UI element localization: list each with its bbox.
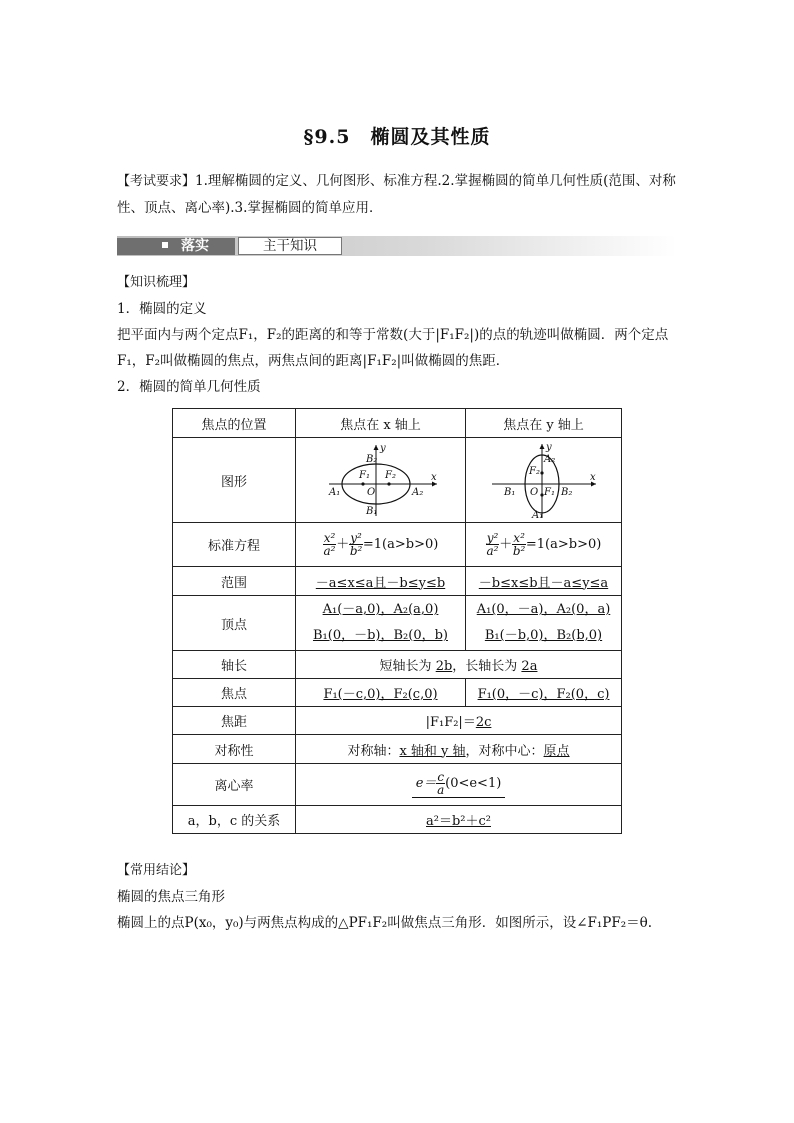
banner-dark-block <box>117 238 235 255</box>
definition-line-2: F₁，F₂叫做椭圆的焦点，两焦点间的距离|F₁F₂|叫做椭圆的焦距． <box>117 353 510 369</box>
row-label: 离心率 <box>173 764 296 806</box>
figure-y-axis <box>466 438 622 523</box>
point-label: A₂ <box>543 454 555 465</box>
row-label: 轴长 <box>173 651 296 679</box>
axis-lengths <box>296 651 622 679</box>
row-label: 焦距 <box>173 707 296 735</box>
foci-x: F₁(－c,0)，F₂(c,0) <box>296 679 466 707</box>
exam-requirements <box>117 168 679 221</box>
numerator: c <box>437 770 445 784</box>
point-label: B₁ <box>365 506 377 517</box>
table-row <box>173 523 622 567</box>
point-label: F₂ <box>528 466 540 477</box>
std-equation-y: $\frac{\text{y²}}{\text{a²}}$ ＋ $\frac{\text{x²}}{\text{b²}}$ =1(a>b>0) <box>466 523 622 567</box>
definition-title: 1．椭圆的定义 <box>117 301 207 317</box>
fraction <box>349 532 363 557</box>
fraction <box>512 532 526 557</box>
fraction <box>323 532 337 557</box>
std-equation-x: $\frac{\text{x²}}{\text{a²}}$ ＋ $\frac{\text{y²}}{\text{b²}}$ =1(a>b>0) <box>296 523 466 567</box>
point-label: B₂ <box>560 487 572 498</box>
vertex-line: A₁(0，－a)，A₂(0，a) <box>476 602 611 617</box>
eccentricity-formula <box>412 771 506 798</box>
numerator: y² <box>350 531 362 545</box>
header-cell: 焦点的位置 <box>173 409 296 438</box>
axis-label-y: y <box>545 442 552 453</box>
figure-x-axis <box>296 438 466 523</box>
ellipse-horizontal-figure <box>321 440 441 520</box>
banner-square-icon <box>162 242 168 248</box>
definition-line-1: 把平面内与两个定点F₁，F₂的距离的和等于常数(大于|F₁F₂|)的点的轨迹叫做椭圆．两个定点 <box>117 327 669 343</box>
table-row <box>173 679 622 707</box>
short-axis-value: 2b <box>435 659 453 674</box>
point-label: O <box>529 487 538 498</box>
row-label: 对称性 <box>173 735 296 764</box>
table-row <box>173 567 622 596</box>
vertices-x <box>296 596 466 651</box>
text: |F₁F₂|＝ <box>425 715 476 730</box>
knowledge-heading: 【知识梳理】 <box>117 275 196 290</box>
equation-tail: =1(a>b>0) <box>525 537 602 552</box>
table-row <box>173 651 622 679</box>
axis-label-x: x <box>430 472 437 483</box>
row-label: a，b，c 的关系 <box>173 806 296 834</box>
ellipse-properties-table <box>172 408 622 834</box>
exam-line-2: 性、顶点、离心率).3.掌握椭圆的简单应用． <box>117 200 383 216</box>
denominator: a² <box>323 544 336 558</box>
page-title: §9.5 椭圆及其性质 <box>303 126 491 148</box>
numerator: x² <box>323 531 336 545</box>
eccentricity <box>296 764 622 806</box>
point-label: A₂ <box>411 487 423 498</box>
ellipse-vertical-figure <box>484 440 604 520</box>
section-banner <box>117 236 677 256</box>
vertex-line: B₁(0，－b)，B₂(0，b) <box>312 628 448 643</box>
header-cell: 焦点在 y 轴上 <box>466 409 622 438</box>
table-row <box>173 735 622 764</box>
equation-tail: =1(a>b>0) <box>362 537 439 552</box>
row-label: 标准方程 <box>173 523 296 567</box>
vertices-y <box>466 596 622 651</box>
denominator: b² <box>349 544 363 558</box>
row-label: 焦点 <box>173 679 296 707</box>
numerator: x² <box>513 531 525 545</box>
table-row <box>173 806 622 834</box>
range-x: －a≤x≤a且－b≤y≤b <box>296 567 466 596</box>
denominator: a² <box>486 544 499 558</box>
text: 对称轴： <box>347 743 400 759</box>
focal-distance-value: 2c <box>475 715 492 730</box>
properties-title: 2．椭圆的简单几何性质 <box>117 379 261 395</box>
exam-tag: 【考试要求】 <box>117 174 196 189</box>
focal-distance <box>296 707 622 735</box>
focus-point <box>361 482 364 485</box>
foci-y: F₁(0，－c)，F₂(0，c) <box>466 679 622 707</box>
symmetry-axes: x 轴和 y 轴 <box>399 743 466 759</box>
table-row <box>173 409 622 438</box>
vertex-line: A₁(－a,0)，A₂(a,0) <box>322 602 439 617</box>
table-row <box>173 707 622 735</box>
exam-line-1 <box>117 168 679 195</box>
symmetry-center: 原点 <box>543 743 570 759</box>
point-label: F₁ <box>358 470 370 481</box>
conclusion-line: 椭圆上的点P(x₀，y₀)与两焦点构成的△PF₁F₂叫做焦点三角形．如图所示，设∠F₁PF₂＝θ. <box>117 915 653 931</box>
conclusion-subtitle: 椭圆的焦点三角形 <box>117 889 225 905</box>
axis-label-x: x <box>589 472 596 483</box>
row-label: 顶点 <box>173 596 296 651</box>
y-arrow-icon <box>539 444 544 449</box>
text: ，长轴长为 <box>452 659 522 674</box>
denominator: b² <box>512 544 526 558</box>
banner-right-label: 主干知识 <box>238 237 342 255</box>
text: e＝ <box>415 776 437 791</box>
table-row <box>173 764 622 806</box>
numerator: y² <box>486 531 499 545</box>
header-cell: 焦点在 x 轴上 <box>296 409 466 438</box>
fraction <box>486 532 500 557</box>
point-label: B₂ <box>365 454 377 465</box>
table-row <box>173 438 622 523</box>
symmetry <box>296 735 622 764</box>
vertex-line: B₁(－b,0)，B₂(b,0) <box>484 628 603 643</box>
focus-point <box>387 482 390 485</box>
text: 短轴长为 <box>379 659 436 674</box>
conclusion-heading: 【常用结论】 <box>117 863 196 878</box>
banner-left-label: 落实 <box>181 238 209 254</box>
focus-point <box>540 471 543 474</box>
knowledge-section <box>117 270 679 400</box>
text: (0<e<1) <box>445 776 502 791</box>
text: ，对称中心： <box>465 743 544 759</box>
point-label: A₁ <box>328 487 340 498</box>
row-label: 范围 <box>173 567 296 596</box>
point-label: B₁ <box>503 487 515 498</box>
conclusion-section <box>117 858 679 936</box>
exam-text-1: 1.理解椭圆的定义、几何图形、标准方程.2.掌握椭圆的简单几何性质(范围、对称 <box>195 173 676 189</box>
point-label: O <box>366 487 375 498</box>
fraction <box>436 771 445 796</box>
row-label: 图形 <box>173 438 296 523</box>
y-arrow-icon <box>373 445 378 450</box>
axis-label-y: y <box>379 443 386 454</box>
point-label: A₁ <box>531 510 543 520</box>
table-row <box>173 596 622 651</box>
long-axis-value: 2a <box>521 659 538 674</box>
denominator: a <box>437 783 445 797</box>
point-label: F₁ <box>543 487 555 498</box>
point-label: F₂ <box>384 470 396 481</box>
abc-relation: a²＝b²＋c² <box>296 806 622 834</box>
range-y: －b≤x≤b且－a≤y≤a <box>466 567 622 596</box>
